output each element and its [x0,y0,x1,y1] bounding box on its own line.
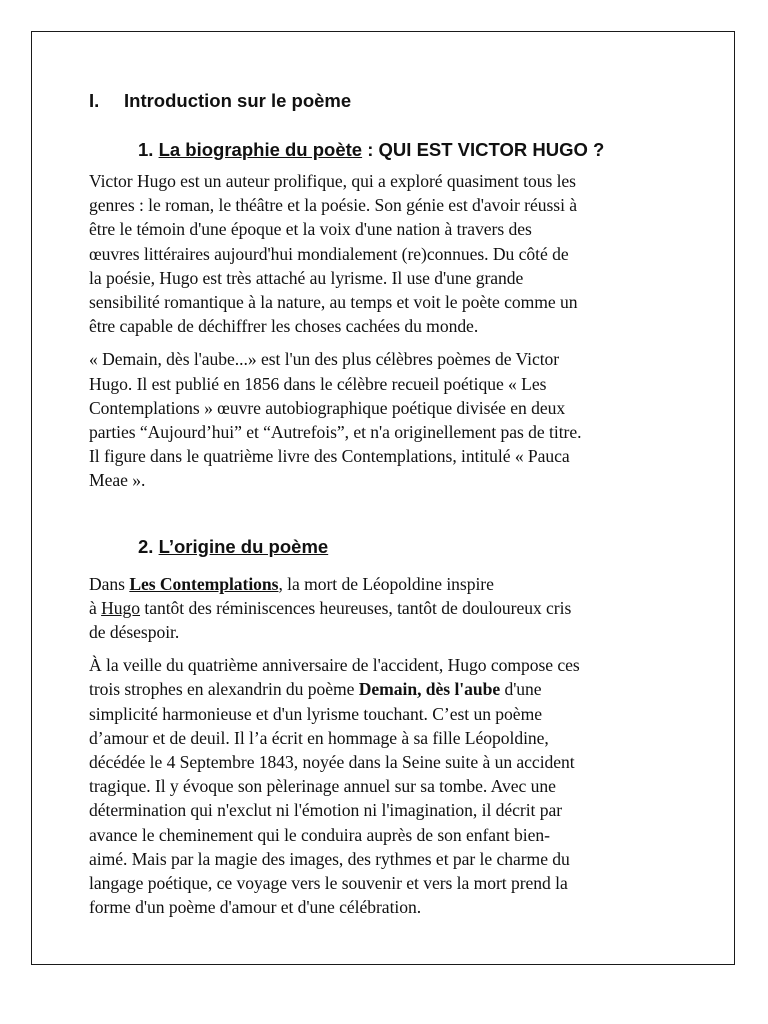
paragraph-line: À la veille du quatrième anniversaire de l'accident, Hugo compose ces [89,655,580,676]
paragraph-line: tragique. Il y évoque son pèlerinage annuel sur sa tombe. Avec une [89,776,556,797]
section-title: Introduction sur le poème [124,90,352,111]
paragraph-line: sensibilité romantique à la nature, au temps et voit le poète comme un [89,292,578,313]
text-run: tantôt des réminiscences heureuses, tantôt de douloureux cris [140,597,572,618]
section-heading [89,87,676,115]
paragraph-origin [89,572,676,645]
paragraph-line: être capable de déchiffrer les choses cachées du monde. [89,316,479,337]
paragraph-line: décédée le 4 Septembre 1843, noyée dans la Seine suite à un accident [89,752,575,773]
paragraph-line: avance le cheminement qui le conduira auprès de son enfant bien- [89,824,550,845]
paragraph-line: de désespoir. [89,622,180,643]
subsection-number-1: 1. [138,139,154,160]
paragraph-poem-intro [89,347,676,492]
paragraph-line: genres : le roman, le théâtre et la poésie. Son génie est d'avoir réussi à [89,195,578,216]
subsection-title-2: L’origine du poème [158,535,329,557]
text-run: trois strophes en alexandrin du poème [89,679,359,700]
paragraph-line: simplicité harmonieuse et d'un lyrisme touchant. C’est un poème [89,703,542,724]
section-number: I. [89,90,100,111]
paragraph-line: Victor Hugo est un auteur prolifique, qui a exploré quasiment tous les [89,171,576,191]
link-les-contemplations[interactable]: Les Contemplations [129,573,279,594]
paragraph-line: aimé. Mais par la magie des images, des rythmes et par le charme du [89,848,570,869]
text-run: Dans [89,573,130,594]
subsection-title-rest-1: : QUI EST VICTOR HUGO ? [362,139,605,160]
text-run: à [89,597,102,618]
text-run: , la mort de Léopoldine inspire [278,573,494,594]
poem-title-bold: Demain, dès l'aube [358,679,501,700]
paragraph-line: Hugo. Il est publié en 1856 dans le célèbre recueil poétique « Les [89,373,547,394]
paragraph-line: forme d'un poème d'amour et d'une célébration. [89,897,422,918]
subsection-number-2: 2. [138,535,154,557]
paragraph-line: Meae ». [89,470,146,491]
paragraph-line: être le témoin d'une époque et la voix d'une nation à travers des [89,219,532,240]
paragraph-line: langage poétique, ce voyage vers le souvenir et vers la mort prend la [89,873,568,894]
paragraph-line: Il figure dans le quatrième livre des Contemplations, intitulé « Pauca [89,446,570,467]
paragraph-line: détermination qui n'exclut ni l'émotion ni l'imagination, il décrit par [89,800,563,821]
paragraph-line: la poésie, Hugo est très attaché au lyrisme. Il use d'une grande [89,267,524,288]
text-run: d'une [500,679,542,700]
link-hugo[interactable]: Hugo [101,597,141,618]
paragraph-line: Contemplations » œuvre autobiographique poétique divisée en deux [89,397,566,418]
subsection-heading-1 [89,136,676,164]
subsection-title-underlined-1: La biographie du poète [158,139,363,160]
paragraph-line: parties “Aujourd’hui” et “Autrefois”, et n'a originellement pas de titre. [89,422,582,443]
paragraph-composition [89,653,676,919]
subsection-heading-2 [89,533,676,561]
paragraph-line: « Demain, dès l'aube...» est l'un des plus célèbres poèmes de Victor [89,349,560,370]
paragraph-line: d’amour et de deuil. Il l’a écrit en hommage à sa fille Léopoldine, [89,727,549,748]
paragraph-biography [89,169,676,338]
document-body [89,87,676,919]
paragraph-line: œuvres littéraires aujourd'hui mondialement (re)connues. Du côté de [89,243,569,264]
